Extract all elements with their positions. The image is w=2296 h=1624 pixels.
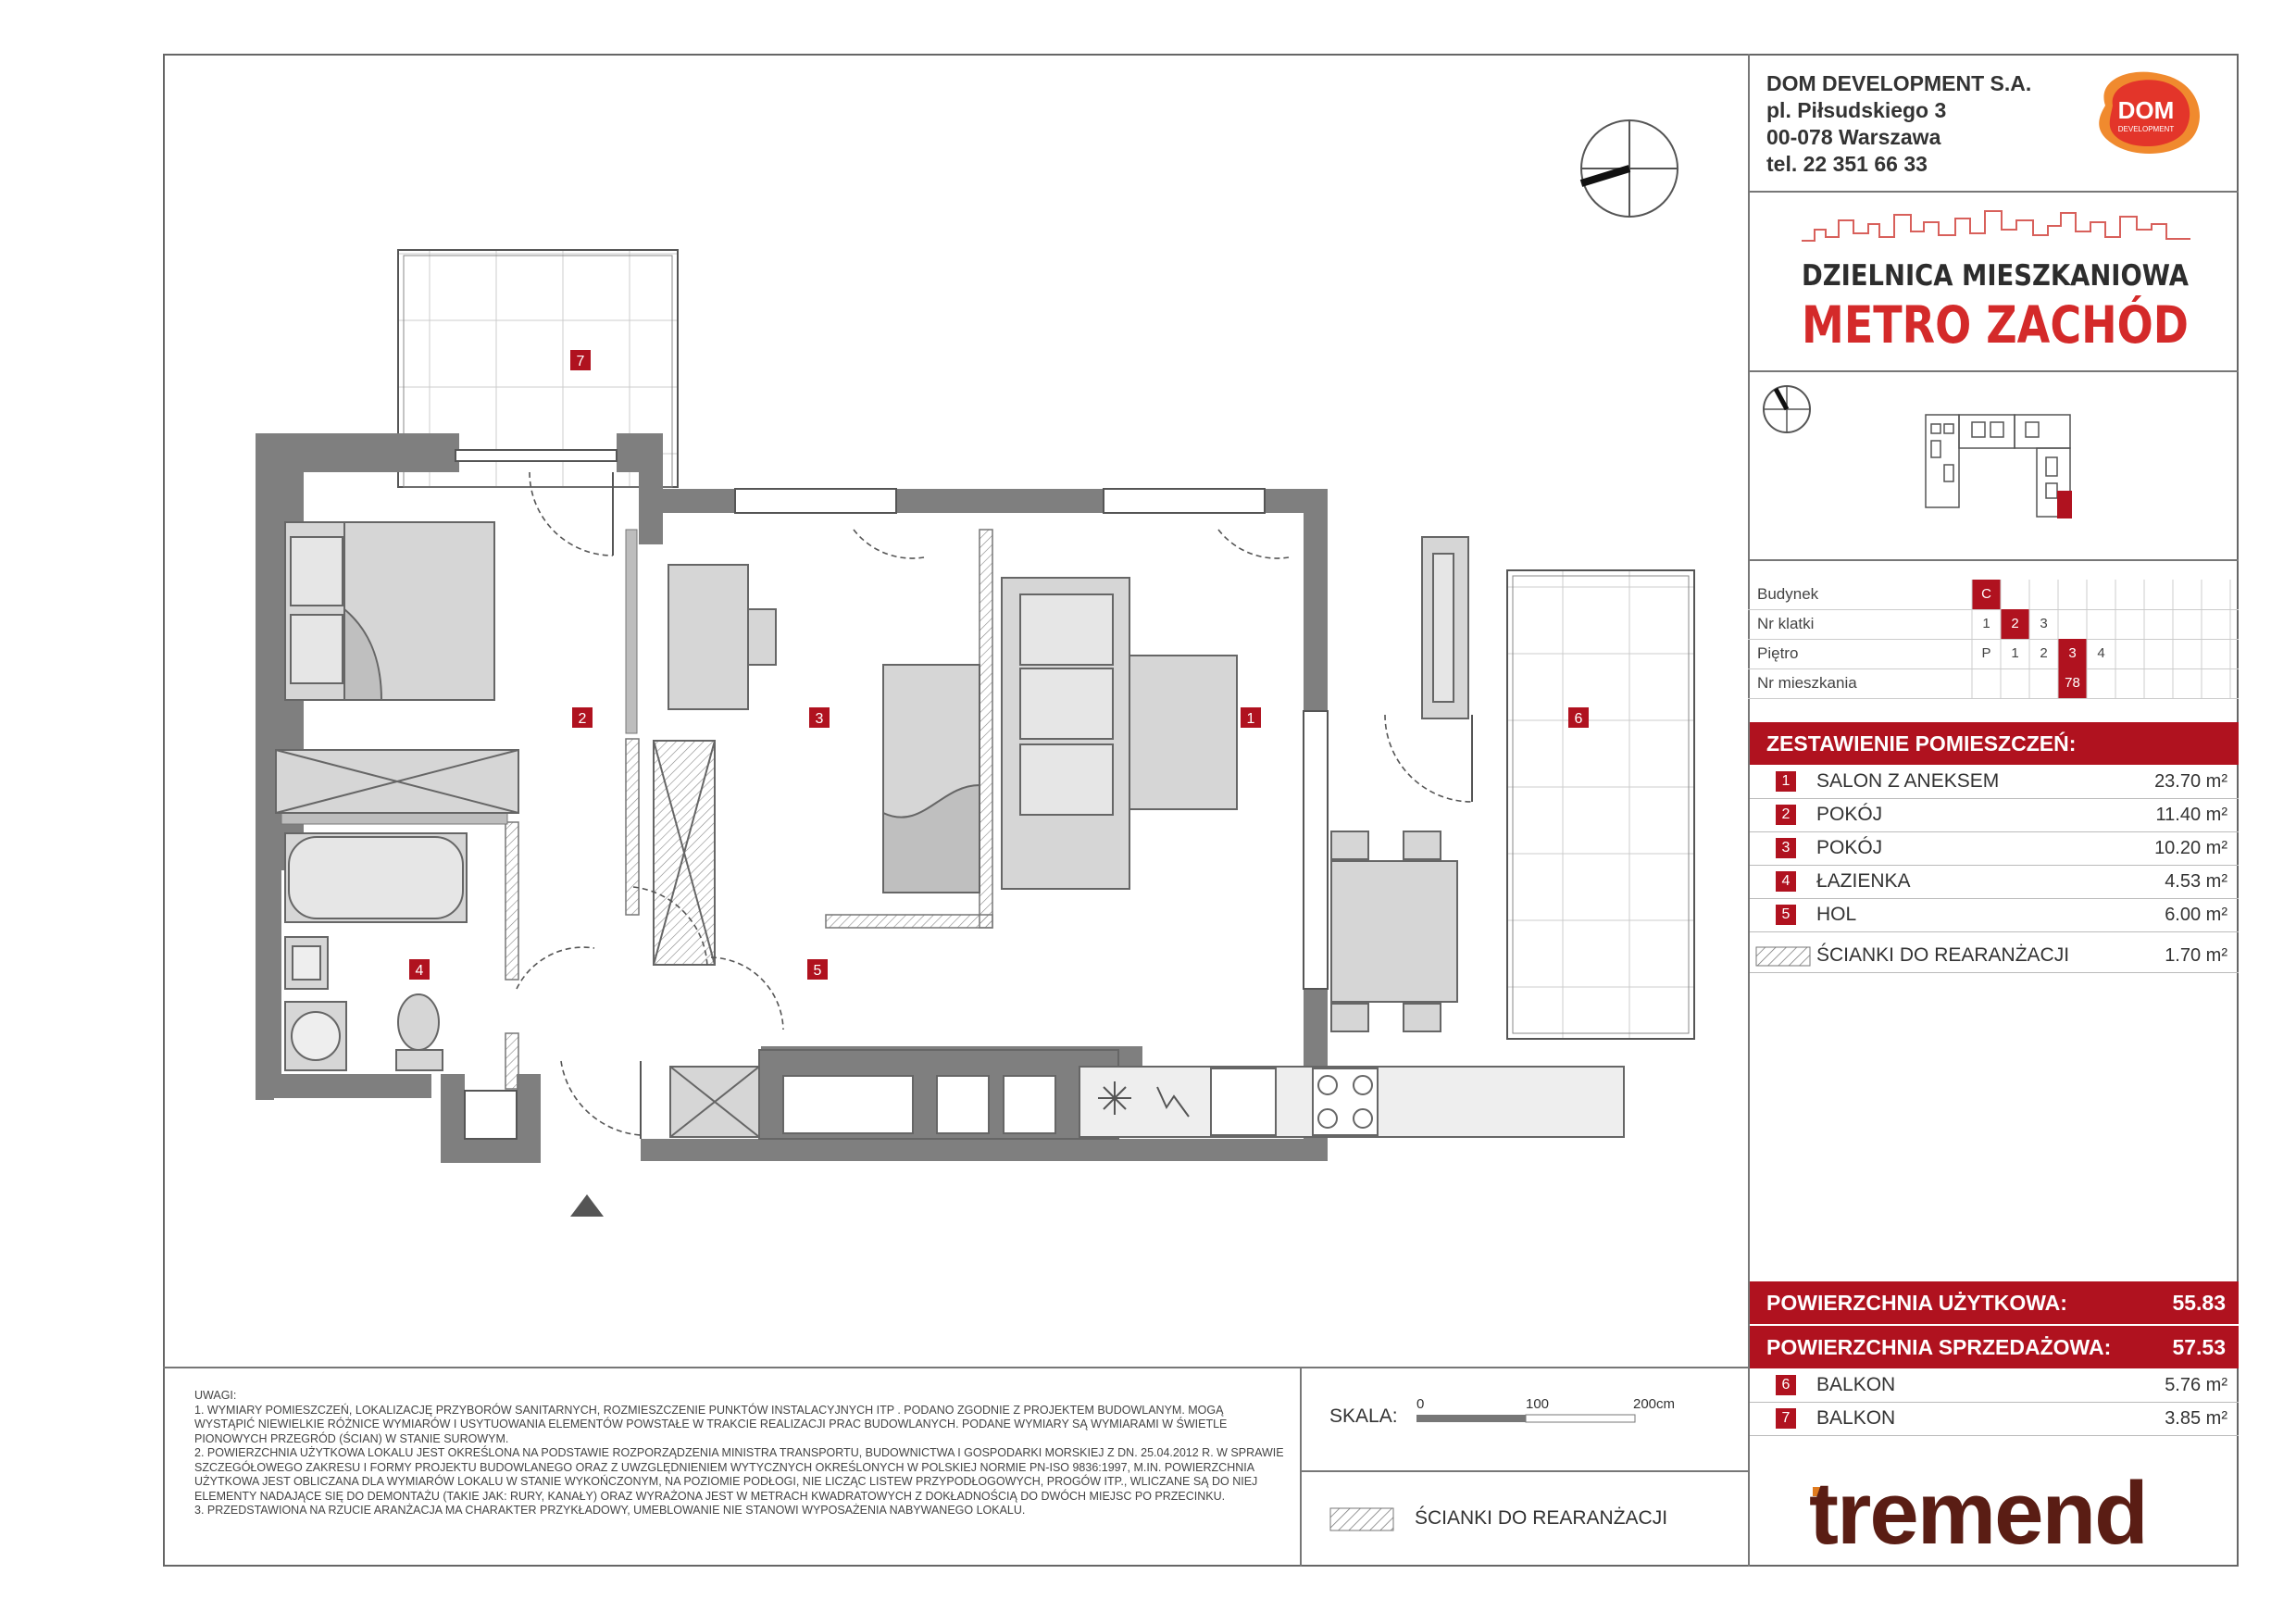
room-row: [1750, 765, 2239, 799]
info-grid-lines: [1748, 580, 2239, 700]
info-cell: P: [1981, 645, 1991, 661]
room-tag-1: [1241, 707, 1261, 728]
svg-text:1: 1: [1246, 711, 1255, 727]
balcony-row: [1750, 1368, 2239, 1403]
info-label: Nr mieszkania: [1757, 674, 1857, 692]
logo-text-bottom: DEVELOPMENT: [2117, 125, 2175, 133]
room-tag-6: [1568, 707, 1589, 728]
room3-furniture: [654, 565, 980, 965]
bathtub: [285, 833, 467, 922]
room-area: 10.20 m²: [2154, 838, 2227, 858]
legend-divider: [1300, 1470, 1750, 1472]
building-footprint: [1926, 415, 2070, 517]
room-name: POKÓJ: [1816, 804, 1883, 825]
info-cell: 2: [2001, 609, 2029, 639]
apartment-highlight: [2057, 491, 2072, 518]
room-row: [1750, 898, 2239, 932]
room-tag-3: [809, 707, 830, 728]
entrance-arrow-icon: [570, 1194, 604, 1217]
info-cell: 3: [2058, 639, 2087, 668]
sale-area-label: POWIERZCHNIA SPRZEDAŻOWA:: [1766, 1335, 2112, 1359]
svg-text:2: 2: [578, 711, 587, 727]
room-tag-2: [572, 707, 593, 728]
rearrangement-row: [1750, 939, 2239, 973]
room-number: 3: [1776, 838, 1796, 858]
scale-divider: [1300, 1367, 1302, 1567]
floor-plan: [163, 54, 1748, 1367]
svg-text:5: 5: [813, 963, 822, 979]
room-area: 4.53 m²: [2165, 871, 2227, 892]
company-city: 00-078 Warszawa: [1766, 125, 1941, 149]
keyplan-compass-icon: [1764, 386, 1810, 432]
room-area: 11.40 m²: [2155, 805, 2227, 825]
room-tag-5: [807, 959, 828, 980]
sale-area-value: 57.53: [2172, 1335, 2226, 1359]
brand-line-1: DZIELNICA MIESZKANIOWA: [1802, 259, 2189, 293]
info-cell: 1: [2011, 645, 2019, 661]
legend-label: ŚCIANKI DO REARANŻACJI: [1415, 1507, 1668, 1529]
notes-divider: [163, 1367, 1750, 1368]
room-row: [1750, 798, 2239, 832]
room-number: 2: [1776, 805, 1796, 825]
info-cell: 78: [2058, 668, 2087, 698]
company-divider: [1748, 191, 2239, 193]
balcony-name: BALKON: [1816, 1374, 1896, 1395]
notes: [194, 1389, 1285, 1518]
dom-development-logo: [2087, 69, 2205, 157]
svg-text:6: 6: [1574, 711, 1583, 727]
info-cell: 4: [2097, 645, 2105, 661]
legend-hatch-icon: [1329, 1507, 1394, 1531]
room-name: SALON Z ANEKSEM: [1816, 770, 2000, 792]
hatch-swatch-icon: [1755, 946, 1811, 967]
info-cell: 2: [2040, 645, 2048, 661]
info-cell: 1: [1982, 616, 1990, 631]
room-name: POKÓJ: [1816, 837, 1883, 858]
scale-tick-200: 200cm: [1633, 1396, 1676, 1412]
balcony-row: [1750, 1402, 2239, 1436]
usable-area-label: POWIERZCHNIA UŻYTKOWA:: [1766, 1291, 2067, 1315]
note-item: 1. WYMIARY POMIESZCZEŃ, LOKALIZACJĘ PRZYBORÓW SANITARNYCH, ROZMIESZCZENIE PUNKTÓW INSTALACYJNYCH ITP . PODANO ZGODNIE Z PROJEKTEM BUDOWLANYM. MOGĄ WYSTĄPIĆ NIEWIELKIE RÓŻNICE WYMIARÓW I USYTUOWANIA ELEMENTÓW POWSTAŁE W TRAKCIE REALIZACJI PRAC BUDOWLANYCH. PODANE WYMIARY SĄ WYMIARAMI W ŚWIETLE PIONOWYCH PRZEGRÓD (ŚCIAN) W STANIE SUROWYM.: [194, 1403, 1228, 1445]
room-area: 23.70 m²: [2154, 771, 2227, 792]
compass-icon: [1581, 120, 1678, 217]
balcony-number: 7: [1776, 1408, 1796, 1429]
room-tag-7: [570, 350, 591, 370]
svg-text:3: 3: [815, 711, 824, 727]
living-furniture: [1002, 537, 1468, 1031]
company-info: [1766, 70, 2031, 178]
info-label: Piętro: [1757, 644, 1799, 662]
room-name: ŁAZIENKA: [1816, 870, 1911, 892]
bathroom-fixtures: [285, 937, 443, 1070]
info-grid: [1748, 580, 2239, 700]
note-item: 2. POWIERZCHNIA UŻYTKOWA LOKALU JEST OKREŚLONA NA PODSTAWIE ROZPORZĄDZENIA MINISTRA TRANSPORTU, BUDOWNICTWA I GOSPODARKI MORSKIEJ Z DN. 25.04.2012 R. W SPRAWIE SZCZEGÓŁOWEGO ZAKRESU I FORMY PROJEKTU BUDOWLANEGO ORAZ Z UWZGLĘDNIENIEM WYTYCZNYCH OKREŚLONYCH W POLSKIEJ NORMIE PN-ISO 9836:1997, M.IN. POWIERZCHNIA UŻYTKOWA JEST OBLICZANA DLA WYMIARÓW LOKALU W STANIE WYKOŃCZONYM, NA POZIOMIE PODŁOGI, NIE LICZĄC LISTEW PRZYPODŁOGOWYCH, PROGÓW ITP., WLICZANE SĄ DO NIEJ ELEMENTY NADAJĄCE SIĘ DO DEMONTAŻU (TAKIE JAK: RURY, KANAŁY) ORAZ WYRAŻONA JEST W METRACH KWADRATOWYCH Z DOKŁADNOŚCIĄ DO DWÓCH MIEJSC PO PRZECINKU.: [194, 1446, 1284, 1503]
company-street: pl. Piłsudskiego 3: [1766, 98, 1947, 122]
key-plan: [1759, 381, 2231, 554]
info-cell: C: [1972, 580, 2001, 609]
company-name: DOM DEVELOPMENT S.A.: [1766, 71, 2032, 95]
scale-bar: [1416, 1413, 1639, 1424]
brand-line-2: METRO ZACHÓD: [1802, 295, 2189, 355]
sale-area-band: [1750, 1326, 2239, 1368]
bed: [285, 522, 494, 700]
room-number: 1: [1776, 771, 1796, 792]
keyplan-divider: [1748, 559, 2239, 561]
info-label: Nr klatki: [1757, 615, 1815, 632]
room-row: [1750, 831, 2239, 866]
company-phone: tel. 22 351 66 33: [1766, 152, 1928, 176]
info-label: Budynek: [1757, 585, 1819, 603]
shaft: [465, 1091, 517, 1139]
scale-tick-0: 0: [1416, 1396, 1425, 1412]
balcony-area: 5.76 m²: [2165, 1375, 2227, 1395]
room-name: HOL: [1816, 904, 1857, 925]
note-item: 3. PRZEDSTAWIONA NA RZUCIE ARANŻACJA MA CHARAKTER PRZYKŁADOWY, UMEBLOWANIE NIE STANOWI WYPOSAŻENIA NABYWANEGO LOKALU.: [194, 1504, 1026, 1517]
notes-title: UWAGI:: [194, 1389, 237, 1402]
svg-text:7: 7: [576, 354, 585, 369]
room-area: 6.00 m²: [2165, 905, 2227, 925]
svg-text:4: 4: [415, 963, 424, 979]
balcony-6: [1507, 570, 1694, 1039]
rearrangement-area: 1.70 m²: [2165, 945, 2227, 966]
room-tag-4: [409, 959, 430, 980]
wardrobe: [276, 750, 518, 813]
room-number: 5: [1776, 905, 1796, 925]
usable-area-value: 55.83: [2172, 1291, 2226, 1315]
scale-tick-100: 100: [1526, 1396, 1550, 1412]
scale-label: SKALA:: [1329, 1405, 1398, 1427]
metro-zachod-brand: [1802, 206, 2190, 363]
tremend-logo: tremend: [1809, 1464, 2147, 1563]
room-row: [1750, 865, 2239, 899]
balcony-area: 3.85 m²: [2165, 1408, 2227, 1429]
kitchen: [670, 1050, 1624, 1139]
info-cell: 3: [2040, 616, 2048, 631]
brand-divider: [1748, 370, 2239, 372]
room-number: 4: [1776, 871, 1796, 892]
rooms-header: ZESTAWIENIE POMIESZCZEŃ:: [1750, 722, 2239, 765]
balcony-name: BALKON: [1816, 1407, 1896, 1429]
usable-area-band: [1750, 1281, 2239, 1324]
rearrangement-label: ŚCIANKI DO REARANŻACJI: [1816, 944, 2070, 966]
balcony-number: 6: [1776, 1375, 1796, 1395]
logo-text-top: DOM: [2117, 96, 2175, 124]
